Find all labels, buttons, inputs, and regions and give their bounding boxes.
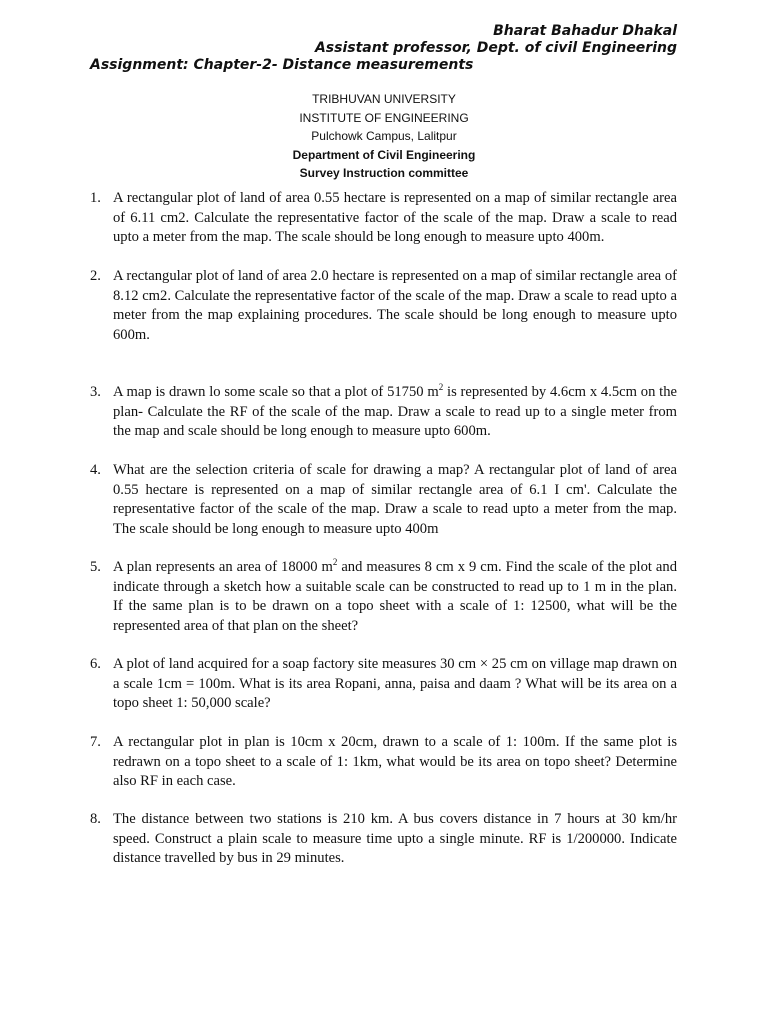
question-text: A plot of land acquired for a soap factory site measures 30 cm × 25 cm on village map drawn on a scale 1cm = 100m. What is its area Ropani, anna, paisa and daam ? What will be its area on a topo sheet 1: 50,000 scale? xyxy=(113,656,677,712)
institution-block xyxy=(0,90,768,183)
university-name: TRIBHUVAN UNIVERSITY xyxy=(312,92,456,106)
question-text-part: A plan represents an area of 18000 m xyxy=(113,559,333,575)
question-text-part: A map is drawn lo some scale so that a plot of 51750 m xyxy=(113,384,439,400)
question-item xyxy=(90,733,677,792)
question-item xyxy=(90,558,677,636)
assignment-title: Assignment: Chapter-2- Distance measurements xyxy=(90,57,474,73)
question-item xyxy=(90,810,677,869)
institute-name: INSTITUTE OF ENGINEERING xyxy=(299,110,469,125)
question-number: 5. xyxy=(90,559,101,575)
question-number: 4. xyxy=(90,462,101,478)
question-text xyxy=(113,558,677,636)
question-item xyxy=(90,189,677,248)
question-item xyxy=(90,383,677,442)
question-item xyxy=(90,655,677,714)
author-name: Bharat Bahadur Dhakal xyxy=(493,23,677,39)
question-text: A rectangular plot of land of area 0.55 hectare is represented on a map of similar rectangle area of 6.11 cm2. Calculate the representative factor of the scale of the map. Draw a scale to read upto a meter from the map. The scale should be long enough to measure upto 400m. xyxy=(113,190,677,246)
question-text: A rectangular plot of land of area 2.0 hectare is represented on a map of similar rectangle area of 8.12 cm2. Calculate the representative factor of the scale of the map. Draw a scale to read upto a meter from the map explaining procedures. The scale should be long enough to measure upto 600m. xyxy=(113,268,677,343)
question-number: 1. xyxy=(90,190,101,206)
question-text xyxy=(113,383,677,442)
committee-name: Survey Instruction committee xyxy=(299,166,469,180)
question-number: 8. xyxy=(90,811,101,827)
question-text: The distance between two stations is 210 km. A bus covers distance in 7 hours at 30 km/hr speed. Construct a plain scale to measure time upto a single minute. RF is 1/200000. Indicate distance travelled by bus in 29 minutes. xyxy=(113,811,677,867)
question-number: 2. xyxy=(90,268,101,284)
question-item xyxy=(90,267,677,345)
superscript: 2 xyxy=(332,557,338,567)
question-number: 3. xyxy=(90,384,101,400)
author-title: Assistant professor, Dept. of civil Engineering xyxy=(314,40,677,56)
question-item xyxy=(90,461,677,539)
question-text: What are the selection criteria of scale for drawing a map? A rectangular plot of land of area 0.55 hectare is represented on a map of similar rectangle area of 6.1 I cm'. Calculate the representative factor of the scale of the map. Draw a scale to read upto a meter from the map. The scale should be long enough to measure upto 400m xyxy=(113,462,677,537)
question-text-part: is represented by 4.6cm x 4.5cm on the plan- Calculate the RF of the scale of the map. Draw a scale to read up to a single meter from the map and scale should be long enough to measure upto 600m. xyxy=(113,384,677,440)
question-text-part: and measures 8 cm x 9 cm. Find the scale of the plot and indicate through a sketch how a suitable scale can be constructed to read up to 1 m in the plan. If the same plan is to be drawn on a topo sheet with a scale of 1: 12500, what will be the represented area of that plan on the sheet? xyxy=(113,559,677,634)
superscript: 2 xyxy=(438,382,444,392)
question-text: A rectangular plot in plan is 10cm x 20cm, drawn to a scale of 1: 100m. If the same plot is redrawn on a topo sheet to a scale of 1: 1km, what would be its area on topo sheet? Determine also RF in each case. xyxy=(113,734,677,790)
campus-name: Pulchowk Campus, Lalitpur xyxy=(311,129,457,143)
question-number: 6. xyxy=(90,656,101,672)
department-name: Department of Civil Engineering xyxy=(292,147,476,162)
question-number: 7. xyxy=(90,734,101,750)
